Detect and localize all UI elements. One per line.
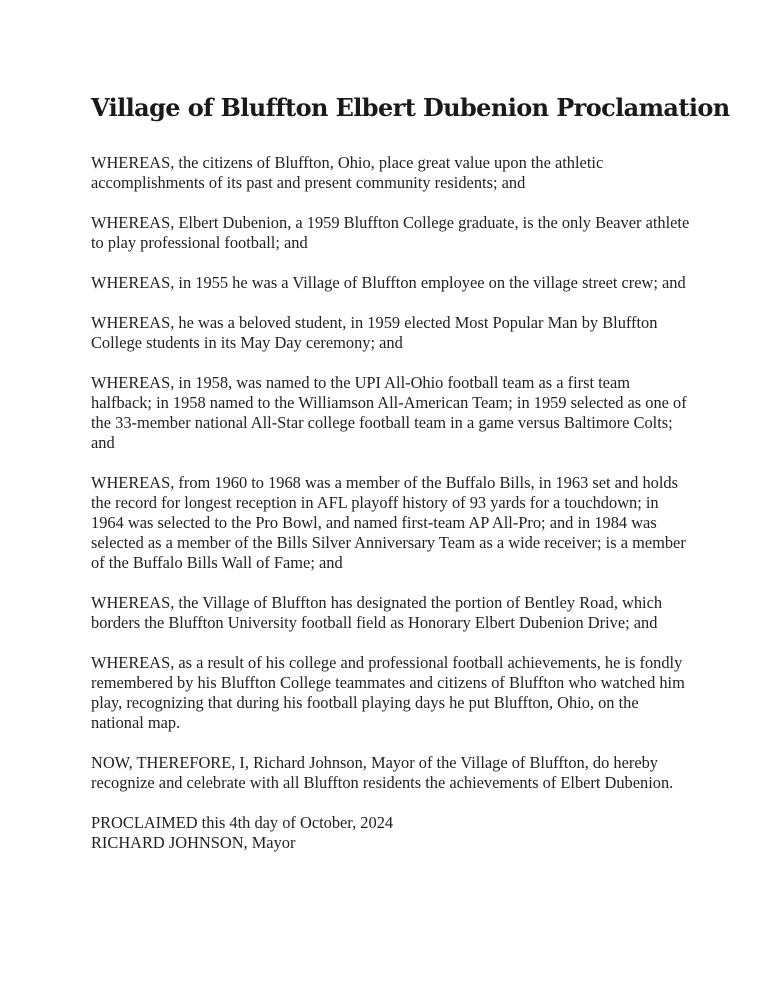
whereas-paragraph-8: WHEREAS, as a result of his college and professional football achievements, he is fondly remembered by his Bluffton College teammates and citizens of Bluffton who watched him play, recognizing that during his football playing days he put Bluffton, Ohio, on the national map. — [91, 653, 685, 732]
whereas-paragraph-5: WHEREAS, in 1958, was named to the UPI All-Ohio football team as a first team halfback; in 1958 named to the Williamson All-American Team; in 1959 selected as one of the 33-member national All-Star college football team in a game versus Baltimore Colts; and — [91, 373, 687, 452]
proclamation-document — [91, 90, 730, 853]
whereas-paragraph-3: WHEREAS, in 1955 he was a Village of Bluffton employee on the village street crew; and — [91, 273, 686, 292]
whereas-paragraph-1: WHEREAS, the citizens of Bluffton, Ohio, place great value upon the athletic accomplishments of its past and present community residents; and — [91, 153, 604, 192]
document-title: Village of Bluffton Elbert Dubenion Proclamation — [91, 93, 730, 122]
whereas-paragraph-2: WHEREAS, Elbert Dubenion, a 1959 Bluffton College graduate, is the only Beaver athlete to play professional football; and — [91, 213, 690, 252]
whereas-paragraph-7: WHEREAS, the Village of Bluffton has designated the portion of Bentley Road, which borders the Bluffton University football field as Honorary Elbert Dubenion Drive; and — [91, 593, 663, 632]
mayor-signature-line: RICHARD JOHNSON, Mayor — [91, 833, 296, 852]
whereas-paragraph-4: WHEREAS, he was a beloved student, in 1959 elected Most Popular Man by Bluffton College students in its May Day ceremony; and — [91, 313, 658, 352]
whereas-paragraph-6: WHEREAS, from 1960 to 1968 was a member of the Buffalo Bills, in 1963 set and holds the record for longest reception in AFL playoff history of 93 yards for a touchdown; in 1964 was selected to the Pro Bowl, and named first-team AP All-Pro; and in 1984 was selected as a member of the Bills Silver Anniversary Team as a wide receiver; is a member of the Buffalo Bills Wall of Fame; and — [91, 473, 686, 572]
therefore-paragraph: NOW, THEREFORE, I, Richard Johnson, Mayor of the Village of Bluffton, do hereby recognize and celebrate with all Bluffton residents the achievements of Elbert Dubenion. — [91, 753, 674, 792]
proclaimed-date-line: PROCLAIMED this 4th day of October, 2024 — [91, 813, 394, 832]
signoff-block — [91, 813, 691, 853]
